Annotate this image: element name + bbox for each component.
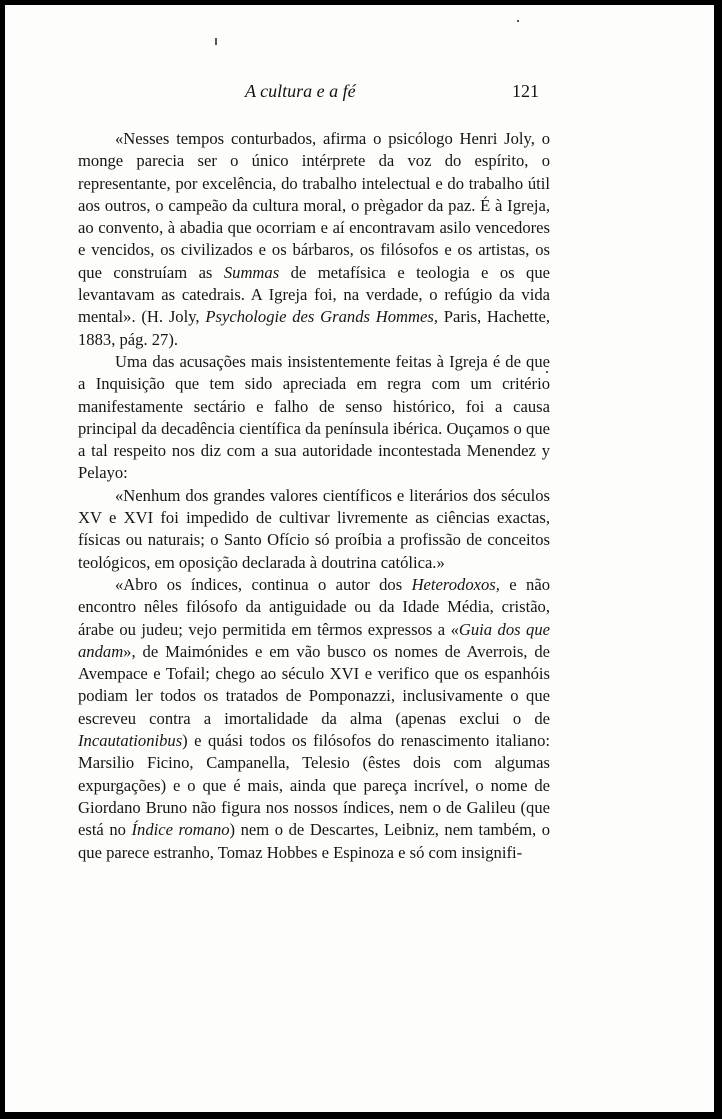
text-segment: «Nenhum dos grandes valores científicos e literários dos séculos XV e XVI foi impedido de cultivar livremente as ciências exactas, físicas ou naturais; o Santo Ofício só proíbia a profissão de conceitos teológicos, em oposição declarada à doutrina católica.»	[78, 485, 550, 572]
italic-text: Heterodoxos,	[411, 574, 500, 594]
text-segment: de metafísica e teologia e os que levantavam as catedrais. A Igreja foi, na verdade, o refúgio da vida mental». (H. Joly,	[78, 262, 550, 327]
italic-text: Guia dos que andam	[78, 619, 550, 661]
text-segment: Paris, Hachette, 1883, pág. 27).	[78, 307, 551, 349]
text-segment: Uma das acusações mais insistentemente feitas à Igreja é de que a Inquisição que tem sido apreciada em regra com um critério manifestamente sectário e falho de senso histórico, foi a causa principal da decadência científica da península ibérica. Ouçamos o que a tal respeito nos diz com a sua autoridade incontestada Menendez y Pelayo:	[78, 351, 550, 483]
paragraph	[78, 485, 550, 574]
print-speck	[215, 38, 217, 45]
italic-text: Psychologie des Grands Hommes,	[205, 307, 438, 327]
book-page	[5, 5, 714, 1112]
italic-text: Summas	[223, 262, 280, 282]
page-number: 121	[512, 81, 539, 101]
italic-text: Incautationibus	[78, 731, 183, 751]
running-title: A cultura e a fé	[245, 81, 356, 101]
text-segment: ) nem o de Descartes, Leibniz, nem também, o que parece estranho, Tomaz Hobbes e Espinoza e só com insignifi-	[78, 820, 550, 862]
text-segment: «Nesses tempos conturbados, afirma o psicólogo Henri Joly, o monge parecia ser o único intérprete da voz do espírito, o representante, por excelência, do trabalho intelectual e do trabalho útil aos outros, o campeão da cultura moral, o prègador da paz. É à Igreja, ao convento, à abadia que ocorriam e aí encontravam asilo vencedores e vencidos, os civilizados e os bárbaros, os filósofos e os artistas, os que construíam as	[78, 129, 550, 282]
page-header	[5, 81, 714, 111]
print-speck	[517, 20, 519, 22]
text-segment: e não encontro nêles filósofo da antiguidade ou da Idade Média, cristão, árabe ou judeu; vejo permitida em têrmos expressos a «	[78, 574, 550, 639]
text-segment: «Abro os índices, continua o autor dos	[115, 574, 412, 594]
body-text	[78, 128, 550, 864]
text-segment: ) e quási todos os filósofos do renascimento italiano: Marsilio Ficino, Campanella, Telesio (êstes dois com algumas expurgações) e o que é mais, ainda que pareça incrível, o nome de Giordano Bruno não figura nos nossos índices, nem o de Galileu (que está no	[78, 731, 550, 840]
italic-text: Índice romano	[131, 820, 230, 840]
text-segment: », de Maimónides e em vão busco os nomes de Averrois, de Avempace e Tofail; chego ao século XVI e verifico que os espanhóis podiam ler todos os tratados de Pomponazzi, inclusivamente o que escreveu contra a imortalidade da alma (apenas exclui o de	[78, 641, 550, 728]
paragraph	[78, 574, 550, 864]
paragraph	[78, 128, 550, 351]
paragraph	[78, 351, 550, 485]
